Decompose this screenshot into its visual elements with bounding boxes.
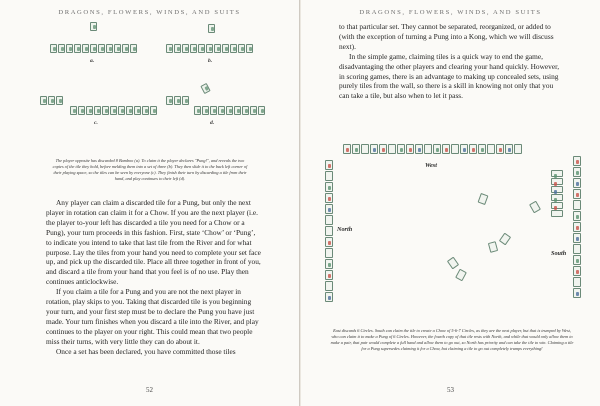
figure-caption-left: The player opposite has discarded 8 Bamboo (a). To claim it the player declares "Pung!", and reveals the two copies of the tile they hold, before melding them into a set of three (b). They then slide it to the back left corner of their playing space, so the tiles can be seen by everyone (c). They finish their turn by discarding a tile from their hand, and play continues to their left (d).: [52, 158, 248, 181]
figure-label-d: d.: [210, 120, 215, 126]
paragraph: In the simple game, claiming tiles is a quick way to end the game, disadvantaging the other players and clearing your hand quickly. However, in scoring games, there is an advantage to making up concealed sets, using purely tiles from the wall, so there is a skill in knowing not only that you can take a tile, but also when to let it pass.: [339, 51, 560, 101]
west-hand: [343, 144, 522, 154]
figure-label-a: a.: [90, 58, 95, 64]
figure-caption-right: East discards 6 Circles. South can claim the tile to create a Chow of 5-6-7 Circles, as they are the next player, but that is trumped by West, who can claim it to make a Pung of 6 Circles. However, the fourth copy of that tile rests with North, and while that would only allow them to make a pair, that pair would complete a full hand and allow them to go out, so North has priority and can take the tile to win. Claiming a tile for a Pung supersedes claiming it for a Chow, but claiming a tile to go out completely trumps everything!: [330, 328, 574, 351]
river-tile: [455, 269, 467, 282]
paragraph: Once a set has been declared, you have committed those tiles: [56, 346, 236, 356]
paragraph: to that particular set. They cannot be separated, reorganized, or added to (with the exception of turning a Pung into a Kong, which we will discuss next).: [339, 22, 554, 51]
discard-tile: [208, 24, 215, 33]
north-hand: [325, 160, 333, 302]
south-melds: [551, 170, 563, 217]
page-number-right: 53: [447, 386, 454, 394]
river-tile: [447, 257, 459, 270]
discard-tile: [200, 83, 210, 94]
page-number-left: 52: [146, 386, 153, 394]
body-text-right: [339, 22, 563, 101]
seat-label-north: North: [337, 226, 353, 233]
river-tile: [529, 201, 541, 214]
body-text-left: [46, 198, 262, 357]
paragraph: If you claim a tile for a Pung and you are not the next player in rotation, play skips to you. Taking that discarded tile is you beginning your turn, and your first step must be to declare the Pung you have just made. Your turn finishes when you discard a tile into the River, and play continues to the player on your right. This could mean that two people miss their turns, with very little they can do about it.: [46, 287, 259, 346]
river-tile: [488, 241, 498, 253]
river-tile: [478, 193, 489, 205]
running-head-left: DRAGONS, FLOWERS, WINDS, AND SUITS: [58, 9, 241, 16]
tile-figure: [40, 22, 270, 152]
figure-label-b: b.: [208, 58, 213, 64]
running-head-right: DRAGONS, FLOWERS, WINDS, AND SUITS: [359, 9, 542, 16]
right-page: [300, 0, 600, 406]
figure-label-c: c.: [94, 120, 98, 126]
seat-label-south: South: [551, 250, 567, 257]
mahjong-table-diagram: [321, 142, 587, 317]
paragraph: Any player can claim a discarded tile for a Pung, but only the next player in rotation can claim it for a Chow. If you are the next player (i.e. the player to-your left has discarded a tile you need for a Chow or a Pung), your turn proceeds in this fashion. First, state ‘Chow’ or ‘Pung’, to indicate you intend to take that last tile from the River and for what purpose. Lay the tiles from your hand you need to complete your set face up, and pick up the discarded tile. Place all three together in front of you, and discard a tile from your hand that you feel is of no use. Play then continues anticlockwise.: [46, 198, 261, 287]
south-hand: [573, 156, 581, 298]
seat-label-west: West: [425, 162, 437, 169]
discard-tile: [90, 22, 97, 31]
river-tile: [499, 233, 511, 246]
